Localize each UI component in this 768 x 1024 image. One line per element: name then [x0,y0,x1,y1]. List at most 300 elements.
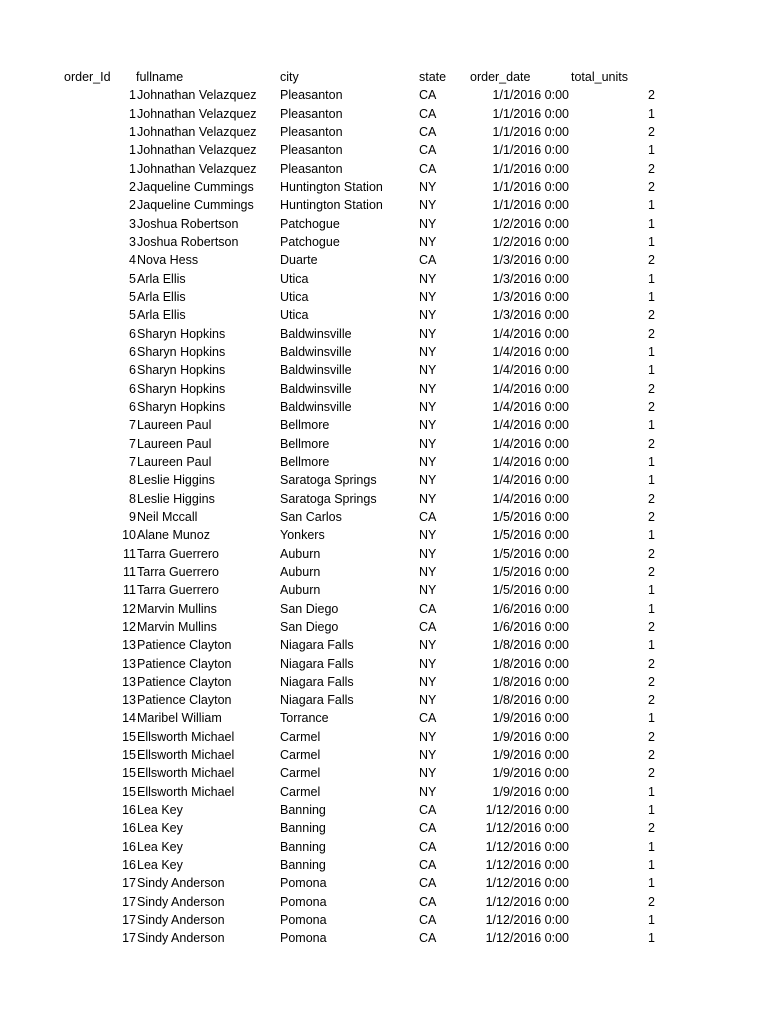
table-row [0,215,768,233]
cell-fullname: Joshua Robertson [137,234,239,249]
orders-table [0,68,768,948]
cell-state: NY [419,583,437,598]
table-row [0,709,768,727]
cell-order-date: 1/6/2016 0:00 [492,619,569,634]
cell-city: Pleasanton [280,161,343,176]
cell-city: Huntington Station [280,179,383,194]
cell-state: NY [419,784,437,799]
cell-order-id: 14 [122,711,136,726]
table-row [0,673,768,691]
cell-order-id: 13 [122,656,136,671]
cell-order-date: 1/9/2016 0:00 [492,711,569,726]
cell-city: Torrance [280,711,329,726]
cell-order-date: 1/3/2016 0:00 [492,289,569,304]
cell-order-id: 5 [129,271,136,286]
cell-state: CA [419,88,437,103]
table-row [0,380,768,398]
cell-city: Pomona [280,913,327,928]
cell-fullname: Neil Mccall [137,509,198,524]
table-row [0,288,768,306]
cell-state: CA [419,821,437,836]
cell-order-id: 17 [122,894,136,909]
table-row [0,435,768,453]
cell-order-id: 17 [122,931,136,946]
cell-total-units: 1 [648,454,655,469]
cell-order-id: 15 [122,748,136,763]
cell-order-id: 6 [129,399,136,414]
cell-city: Pomona [280,931,327,946]
cell-total-units: 1 [648,271,655,286]
cell-order-date: 1/8/2016 0:00 [492,656,569,671]
cell-fullname: Tarra Guerrero [137,583,219,598]
cell-state: CA [419,509,437,524]
cell-state: CA [419,619,437,634]
cell-order-id: 6 [129,363,136,378]
cell-total-units: 2 [648,894,655,909]
cell-total-units: 1 [648,418,655,433]
cell-order-id: 1 [129,88,136,103]
cell-city: Pomona [280,894,327,909]
cell-state: NY [419,766,437,781]
cell-total-units: 1 [648,931,655,946]
cell-fullname: Leslie Higgins [137,473,215,488]
cell-order-date: 1/6/2016 0:00 [492,601,569,616]
cell-order-id: 6 [129,326,136,341]
cell-total-units: 2 [648,308,655,323]
cell-fullname: Ellsworth Michael [137,784,235,799]
table-row [0,636,768,654]
cell-total-units: 2 [648,546,655,561]
cell-state: CA [419,858,437,873]
cell-order-id: 2 [129,179,136,194]
cell-city: Pleasanton [280,106,343,121]
cell-order-id: 16 [122,839,136,854]
cell-state: NY [419,234,437,249]
cell-state: NY [419,564,437,579]
cell-city: Carmel [280,766,321,781]
header-state: state [419,70,447,84]
cell-fullname: Lea Key [137,821,183,836]
cell-order-id: 2 [129,198,136,213]
cell-order-id: 16 [122,803,136,818]
cell-order-id: 11 [123,564,136,579]
cell-order-date: 1/12/2016 0:00 [485,839,569,854]
cell-total-units: 2 [648,693,655,708]
cell-order-id: 7 [129,436,136,451]
cell-order-date: 1/3/2016 0:00 [492,253,569,268]
cell-state: CA [419,253,437,268]
cell-order-date: 1/1/2016 0:00 [492,88,569,103]
table-row [0,233,768,251]
cell-order-date: 1/1/2016 0:00 [492,179,569,194]
cell-city: Banning [280,821,326,836]
cell-state: CA [419,931,437,946]
cell-state: CA [419,839,437,854]
cell-fullname: Laureen Paul [137,454,212,469]
cell-order-id: 7 [129,418,136,433]
cell-total-units: 1 [648,363,655,378]
cell-order-id: 16 [122,821,136,836]
cell-city: Auburn [280,583,321,598]
table-row [0,801,768,819]
cell-fullname: Jaqueline Cummings [137,198,254,213]
cell-total-units: 2 [648,674,655,689]
cell-fullname: Nova Hess [137,253,199,268]
table-row [0,874,768,892]
cell-city: Baldwinsville [280,344,352,359]
cell-fullname: Arla Ellis [137,308,186,323]
cell-state: CA [419,803,437,818]
cell-total-units: 2 [648,619,655,634]
cell-fullname: Leslie Higgins [137,491,215,506]
cell-state: NY [419,308,437,323]
cell-order-id: 6 [129,381,136,396]
cell-fullname: Johnathan Velazquez [137,161,257,176]
cell-total-units: 1 [648,858,655,873]
cell-total-units: 2 [648,821,655,836]
cell-fullname: Lea Key [137,858,183,873]
cell-order-date: 1/9/2016 0:00 [492,784,569,799]
cell-city: Niagara Falls [280,656,354,671]
header-city: city [280,70,299,84]
cell-state: NY [419,436,437,451]
cell-city: Pleasanton [280,124,343,139]
cell-city: Niagara Falls [280,693,354,708]
cell-order-date: 1/4/2016 0:00 [492,491,569,506]
header-fullname: fullname [136,70,184,84]
cell-total-units: 2 [648,509,655,524]
cell-city: Baldwinsville [280,326,352,341]
cell-state: NY [419,344,437,359]
cell-state: NY [419,326,437,341]
cell-city: Pleasanton [280,143,343,158]
cell-fullname: Lea Key [137,839,183,854]
cell-order-id: 13 [122,693,136,708]
table-body [0,86,768,947]
cell-state: CA [419,124,437,139]
cell-state: NY [419,179,437,194]
cell-state: NY [419,271,437,286]
cell-order-id: 8 [129,473,136,488]
cell-fullname: Laureen Paul [137,436,212,451]
cell-fullname: Johnathan Velazquez [137,143,257,158]
cell-city: San Diego [280,601,339,616]
cell-order-id: 4 [129,253,136,268]
cell-state: NY [419,418,437,433]
cell-order-date: 1/2/2016 0:00 [492,216,569,231]
table-row [0,343,768,361]
table-row [0,545,768,563]
cell-order-date: 1/4/2016 0:00 [492,473,569,488]
cell-total-units: 2 [648,253,655,268]
table-row [0,490,768,508]
cell-order-date: 1/2/2016 0:00 [492,234,569,249]
cell-state: NY [419,363,437,378]
cell-state: CA [419,894,437,909]
cell-total-units: 2 [648,564,655,579]
cell-fullname: Maribel William [137,711,222,726]
cell-total-units: 1 [648,234,655,249]
cell-fullname: Sharyn Hopkins [137,344,226,359]
cell-fullname: Marvin Mullins [137,619,217,634]
table-row [0,856,768,874]
table-row [0,600,768,618]
header-total-units: total_units [571,70,628,84]
cell-order-id: 13 [122,674,136,689]
cell-fullname: Patience Clayton [137,674,232,689]
cell-city: Utica [280,271,309,286]
cell-order-id: 8 [129,491,136,506]
cell-state: NY [419,656,437,671]
table-row [0,471,768,489]
cell-city: Patchogue [280,234,340,249]
cell-state: NY [419,491,437,506]
cell-fullname: Patience Clayton [137,693,232,708]
cell-fullname: Ellsworth Michael [137,748,235,763]
cell-order-date: 1/1/2016 0:00 [492,143,569,158]
cell-total-units: 1 [648,913,655,928]
cell-city: Auburn [280,546,321,561]
cell-fullname: Lea Key [137,803,183,818]
cell-order-date: 1/12/2016 0:00 [485,858,569,873]
cell-city: San Carlos [280,509,342,524]
cell-city: Utica [280,289,309,304]
cell-state: NY [419,546,437,561]
cell-total-units: 2 [648,491,655,506]
cell-order-date: 1/9/2016 0:00 [492,766,569,781]
table-row [0,691,768,709]
cell-city: Carmel [280,784,321,799]
cell-city: Bellmore [280,418,330,433]
cell-total-units: 1 [648,876,655,891]
cell-fullname: Johnathan Velazquez [137,106,257,121]
cell-order-id: 15 [122,729,136,744]
cell-state: NY [419,729,437,744]
cell-fullname: Sharyn Hopkins [137,381,226,396]
cell-fullname: Jaqueline Cummings [137,179,254,194]
cell-state: NY [419,638,437,653]
cell-total-units: 2 [648,766,655,781]
cell-state: CA [419,143,437,158]
cell-order-id: 17 [122,913,136,928]
cell-order-id: 1 [129,106,136,121]
table-row [0,196,768,214]
cell-city: Banning [280,803,326,818]
table-row [0,893,768,911]
cell-order-id: 16 [122,858,136,873]
cell-fullname: Tarra Guerrero [137,564,219,579]
cell-order-date: 1/1/2016 0:00 [492,106,569,121]
cell-total-units: 1 [648,528,655,543]
table-row [0,783,768,801]
cell-fullname: Johnathan Velazquez [137,88,257,103]
cell-fullname: Arla Ellis [137,271,186,286]
table-row [0,160,768,178]
cell-city: Bellmore [280,436,330,451]
cell-order-id: 3 [129,216,136,231]
cell-order-date: 1/8/2016 0:00 [492,638,569,653]
table-row [0,819,768,837]
cell-state: NY [419,381,437,396]
cell-order-id: 10 [122,528,136,543]
cell-order-date: 1/12/2016 0:00 [485,803,569,818]
table-row [0,361,768,379]
cell-city: Carmel [280,729,321,744]
cell-fullname: Sharyn Hopkins [137,399,226,414]
cell-order-date: 1/9/2016 0:00 [492,748,569,763]
cell-total-units: 1 [648,601,655,616]
cell-total-units: 1 [648,803,655,818]
table-row [0,325,768,343]
cell-total-units: 2 [648,124,655,139]
table-row [0,929,768,947]
cell-total-units: 1 [648,473,655,488]
cell-city: Baldwinsville [280,381,352,396]
cell-state: NY [419,693,437,708]
cell-state: NY [419,454,437,469]
cell-city: Huntington Station [280,198,383,213]
cell-fullname: Laureen Paul [137,418,212,433]
cell-city: Utica [280,308,309,323]
cell-order-id: 1 [129,124,136,139]
cell-state: NY [419,674,437,689]
cell-order-date: 1/12/2016 0:00 [485,913,569,928]
cell-order-date: 1/4/2016 0:00 [492,418,569,433]
cell-fullname: Sharyn Hopkins [137,363,226,378]
cell-order-id: 15 [122,766,136,781]
cell-city: Pleasanton [280,88,343,103]
cell-fullname: Sindy Anderson [137,876,225,891]
cell-total-units: 2 [648,161,655,176]
cell-order-id: 1 [129,161,136,176]
cell-fullname: Sindy Anderson [137,894,225,909]
cell-state: NY [419,473,437,488]
cell-order-date: 1/4/2016 0:00 [492,344,569,359]
cell-order-id: 1 [129,143,136,158]
cell-state: CA [419,601,437,616]
cell-order-id: 12 [122,619,136,634]
table-row [0,911,768,929]
cell-fullname: Sindy Anderson [137,913,225,928]
cell-city: Auburn [280,564,321,579]
cell-order-date: 1/3/2016 0:00 [492,308,569,323]
cell-total-units: 2 [648,436,655,451]
cell-total-units: 1 [648,344,655,359]
cell-state: NY [419,748,437,763]
header-order-date: order_date [470,70,531,84]
cell-order-id: 7 [129,454,136,469]
cell-state: CA [419,876,437,891]
table-row [0,306,768,324]
table-row [0,508,768,526]
cell-fullname: Marvin Mullins [137,601,217,616]
cell-order-id: 15 [122,784,136,799]
cell-order-id: 5 [129,289,136,304]
cell-order-id: 13 [122,638,136,653]
cell-order-id: 6 [129,344,136,359]
cell-fullname: Joshua Robertson [137,216,239,231]
cell-state: NY [419,399,437,414]
cell-city: Yonkers [280,528,325,543]
table-row [0,270,768,288]
cell-order-date: 1/9/2016 0:00 [492,729,569,744]
cell-total-units: 1 [648,143,655,158]
cell-order-date: 1/5/2016 0:00 [492,509,569,524]
cell-fullname: Ellsworth Michael [137,766,235,781]
table-row [0,526,768,544]
table-row [0,563,768,581]
table-row [0,581,768,599]
cell-city: Patchogue [280,216,340,231]
table-row [0,123,768,141]
cell-order-date: 1/12/2016 0:00 [485,894,569,909]
cell-state: CA [419,711,437,726]
cell-fullname: Alane Munoz [137,528,210,543]
cell-city: Niagara Falls [280,674,354,689]
table-row [0,105,768,123]
cell-total-units: 1 [648,198,655,213]
cell-city: Niagara Falls [280,638,354,653]
cell-city: Duarte [280,253,318,268]
header-row [0,68,768,86]
cell-state: NY [419,198,437,213]
cell-city: Baldwinsville [280,399,352,414]
cell-total-units: 2 [648,326,655,341]
cell-order-id: 11 [123,546,136,561]
cell-total-units: 2 [648,88,655,103]
table-row [0,728,768,746]
cell-city: Banning [280,839,326,854]
table-row [0,618,768,636]
cell-order-date: 1/5/2016 0:00 [492,528,569,543]
cell-total-units: 1 [648,638,655,653]
table-row [0,86,768,104]
cell-city: Pomona [280,876,327,891]
cell-order-date: 1/4/2016 0:00 [492,454,569,469]
cell-order-date: 1/4/2016 0:00 [492,436,569,451]
cell-order-date: 1/8/2016 0:00 [492,674,569,689]
table-row [0,416,768,434]
cell-city: Banning [280,858,326,873]
cell-total-units: 1 [648,784,655,799]
table-row [0,655,768,673]
cell-city: Saratoga Springs [280,491,377,506]
cell-city: Carmel [280,748,321,763]
cell-order-date: 1/4/2016 0:00 [492,326,569,341]
cell-state: NY [419,528,437,543]
cell-fullname: Arla Ellis [137,289,186,304]
cell-order-date: 1/4/2016 0:00 [492,399,569,414]
cell-order-date: 1/12/2016 0:00 [485,876,569,891]
cell-total-units: 2 [648,179,655,194]
cell-state: CA [419,913,437,928]
cell-order-date: 1/4/2016 0:00 [492,363,569,378]
cell-order-date: 1/3/2016 0:00 [492,271,569,286]
cell-order-id: 3 [129,234,136,249]
cell-order-date: 1/5/2016 0:00 [492,583,569,598]
table-row [0,764,768,782]
table-row [0,251,768,269]
cell-city: San Diego [280,619,339,634]
cell-order-id: 5 [129,308,136,323]
cell-order-date: 1/1/2016 0:00 [492,161,569,176]
table-row [0,398,768,416]
cell-state: NY [419,216,437,231]
cell-order-id: 11 [123,583,136,598]
cell-state: CA [419,106,437,121]
cell-fullname: Patience Clayton [137,638,232,653]
cell-state: CA [419,161,437,176]
